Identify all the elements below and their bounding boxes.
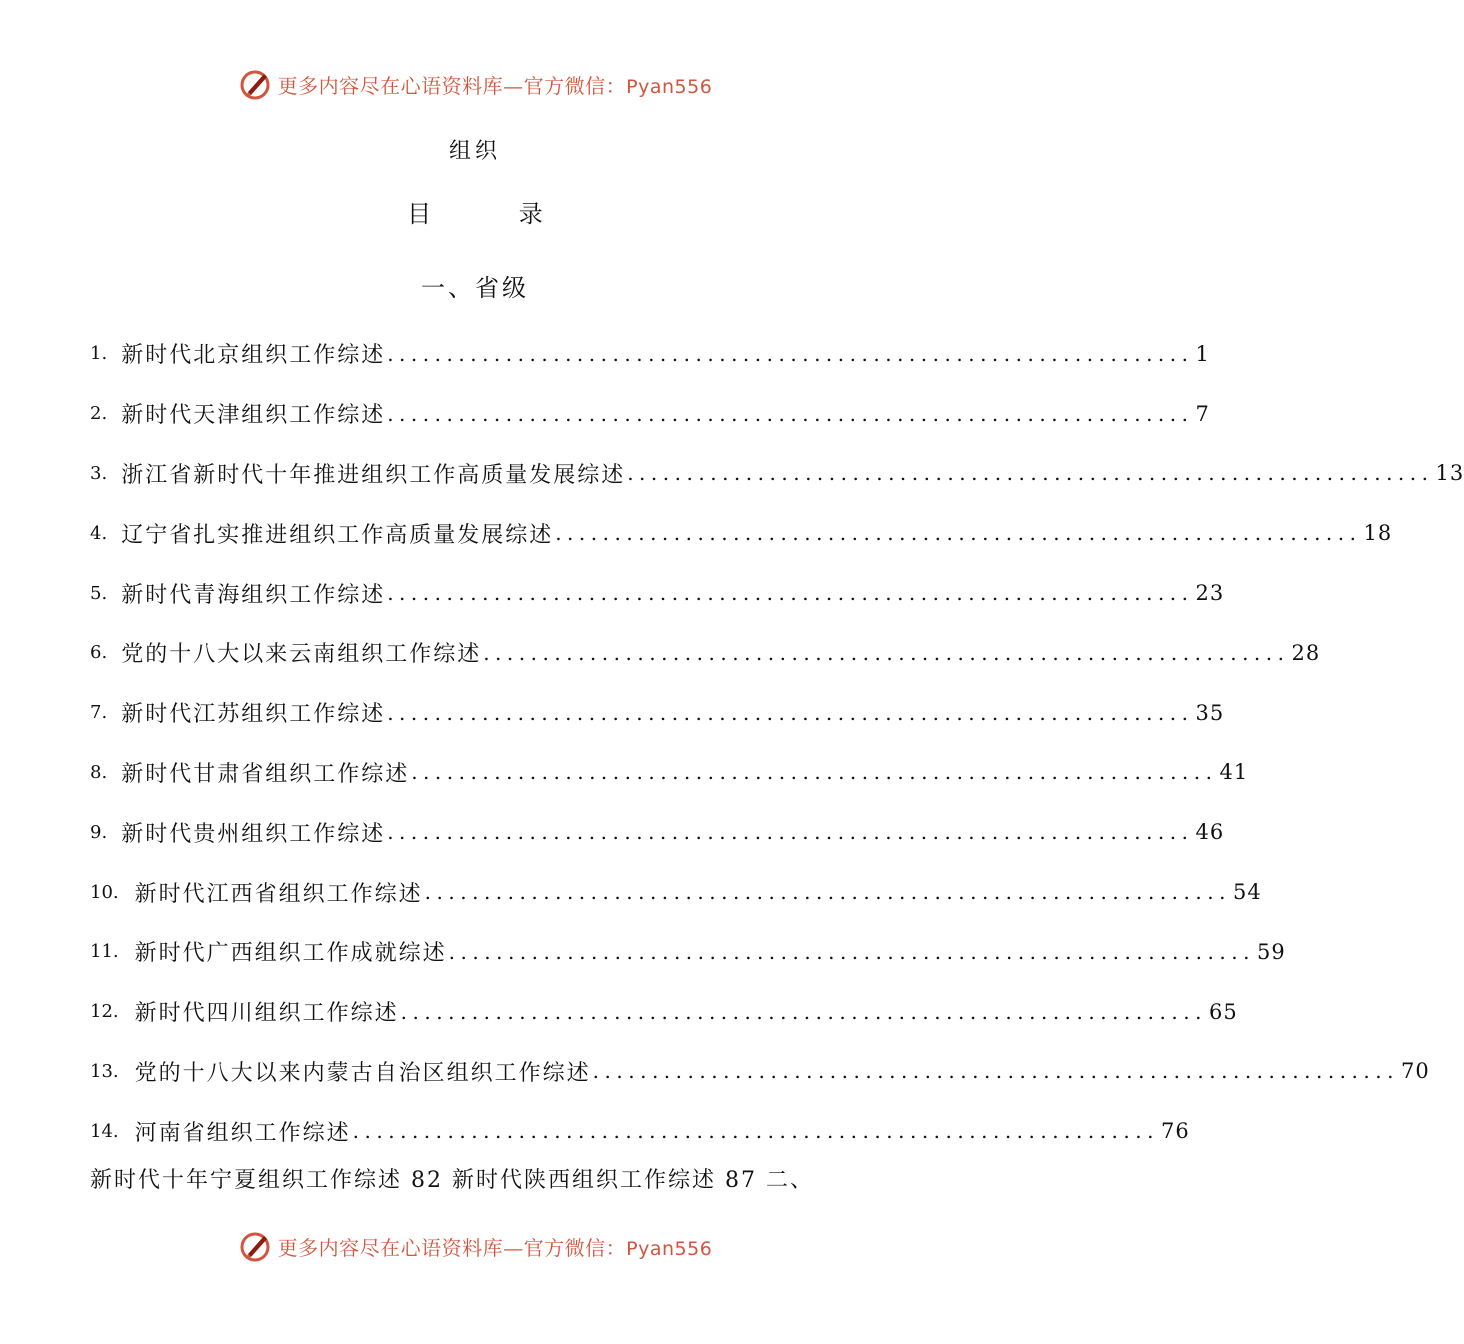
toc-dot-leader: .................................................................... bbox=[483, 640, 1290, 665]
toc-item[interactable] bbox=[90, 802, 1225, 862]
toc-dot-leader: .................................................................... bbox=[352, 1119, 1159, 1144]
toc-item-page: 46 bbox=[1195, 820, 1225, 845]
logo-icon bbox=[238, 1228, 274, 1264]
wechat-id: Pyan556 bbox=[626, 75, 713, 98]
toc-item-number: 5. bbox=[90, 582, 108, 604]
toc-item-title: 新时代四川组织工作综述 bbox=[134, 1001, 399, 1027]
watermark-text: 更多内容尽在心语资料库—官方微信：Pyan556 bbox=[277, 1235, 713, 1260]
toc-item-title: 新时代江苏组织工作综述 bbox=[121, 702, 386, 728]
toc-item-number: 8. bbox=[90, 761, 108, 783]
toc-item[interactable] bbox=[90, 683, 1225, 743]
toc-item-title: 河南省组织工作综述 bbox=[134, 1120, 351, 1146]
toc-item[interactable] bbox=[90, 563, 1225, 623]
toc-item-number: 4. bbox=[90, 522, 108, 544]
toc-item-page: 59 bbox=[1256, 939, 1286, 964]
toc-item-page: 70 bbox=[1400, 1059, 1430, 1084]
watermark-banner-top bbox=[0, 64, 950, 104]
toc-dot-leader: .................................................................... bbox=[592, 1059, 1399, 1084]
watermark-banner-bottom bbox=[0, 1226, 950, 1266]
toc-item-page: 13 bbox=[1435, 461, 1464, 486]
toc-item[interactable] bbox=[90, 743, 1249, 803]
section-heading: 一、省级 bbox=[421, 274, 529, 302]
toc-item-number: 6. bbox=[90, 642, 108, 664]
toc-item[interactable] bbox=[90, 503, 1393, 563]
toc-dot-leader: .................................................................... bbox=[627, 461, 1434, 486]
toc-item[interactable] bbox=[90, 1042, 1430, 1102]
toc-item-page: 41 bbox=[1219, 760, 1249, 785]
toc-item-number: 13. bbox=[90, 1060, 119, 1082]
toc-item-title: 浙江省新时代十年推进组织工作高质量发展综述 bbox=[121, 462, 626, 488]
toc-item-title: 辽宁省扎实推进组织工作高质量发展综述 bbox=[121, 522, 554, 548]
toc-item[interactable] bbox=[90, 982, 1238, 1042]
toc-item-number: 7. bbox=[90, 702, 108, 724]
toc-item-number: 1. bbox=[90, 343, 108, 365]
document-title: 组织 bbox=[448, 139, 501, 164]
toc-item[interactable] bbox=[90, 324, 1210, 384]
logo-icon bbox=[238, 66, 274, 102]
toc-item-number: 9. bbox=[90, 821, 108, 843]
toc-dot-leader: .................................................................... bbox=[448, 939, 1255, 964]
toc-item-title: 新时代贵州组织工作综述 bbox=[121, 821, 386, 847]
toc-trailing-line: 新时代十年宁夏组织工作综述 82 新时代陕西组织工作综述 87 二、 bbox=[90, 1168, 814, 1193]
toc-item[interactable] bbox=[90, 623, 1321, 683]
toc-item-page: 65 bbox=[1208, 999, 1238, 1024]
toc-dot-leader: .................................................................... bbox=[424, 880, 1231, 905]
toc-item-title: 新时代广西组织工作成就综述 bbox=[134, 941, 447, 967]
toc-item-number: 12. bbox=[90, 1001, 119, 1023]
toc-item[interactable] bbox=[90, 384, 1210, 444]
toc-item-title: 新时代北京组织工作综述 bbox=[121, 343, 386, 369]
toc-dot-leader: .................................................................... bbox=[387, 341, 1194, 366]
toc-item-page: 1 bbox=[1195, 341, 1210, 366]
watermark-text: 更多内容尽在心语资料库—官方微信：Pyan556 bbox=[277, 73, 713, 98]
toc-item-number: 2. bbox=[90, 403, 108, 425]
toc-item-page: 35 bbox=[1195, 700, 1225, 725]
toc-dot-leader: .................................................................... bbox=[555, 521, 1362, 546]
toc-item-title: 党的十八大以来内蒙古自治区组织工作综述 bbox=[134, 1060, 591, 1086]
toc-item[interactable] bbox=[90, 1101, 1190, 1161]
toc-item-page: 18 bbox=[1363, 521, 1393, 546]
toc-item-title: 新时代青海组织工作综述 bbox=[121, 582, 386, 608]
toc-heading: 目 录 bbox=[407, 200, 583, 228]
toc-item-number: 10. bbox=[90, 881, 119, 903]
toc-dot-leader: .................................................................... bbox=[387, 820, 1194, 845]
toc-list bbox=[90, 324, 1464, 1161]
toc-item-number: 3. bbox=[90, 462, 108, 484]
toc-dot-leader: .................................................................... bbox=[387, 581, 1194, 606]
toc-item-page: 28 bbox=[1291, 640, 1321, 665]
toc-dot-leader: .................................................................... bbox=[400, 999, 1207, 1024]
toc-item-title: 新时代江西省组织工作综述 bbox=[134, 881, 423, 907]
toc-item-title: 新时代天津组织工作综述 bbox=[121, 403, 386, 429]
toc-item-number: 11. bbox=[90, 941, 119, 963]
wechat-id: Pyan556 bbox=[626, 1237, 713, 1260]
toc-dot-leader: .................................................................... bbox=[387, 401, 1194, 426]
toc-item-page: 54 bbox=[1232, 880, 1262, 905]
toc-item-title: 党的十八大以来云南组织工作综述 bbox=[121, 642, 482, 668]
toc-item-page: 76 bbox=[1160, 1119, 1190, 1144]
toc-item-page: 7 bbox=[1195, 401, 1210, 426]
toc-item[interactable] bbox=[90, 444, 1464, 504]
toc-item-title: 新时代甘肃省组织工作综述 bbox=[121, 761, 410, 787]
toc-item-number: 14. bbox=[90, 1120, 119, 1142]
toc-item[interactable] bbox=[90, 922, 1286, 982]
toc-dot-leader: .................................................................... bbox=[411, 760, 1218, 785]
toc-item-page: 23 bbox=[1195, 581, 1225, 606]
toc-dot-leader: .................................................................... bbox=[387, 700, 1194, 725]
toc-item[interactable] bbox=[90, 862, 1262, 922]
